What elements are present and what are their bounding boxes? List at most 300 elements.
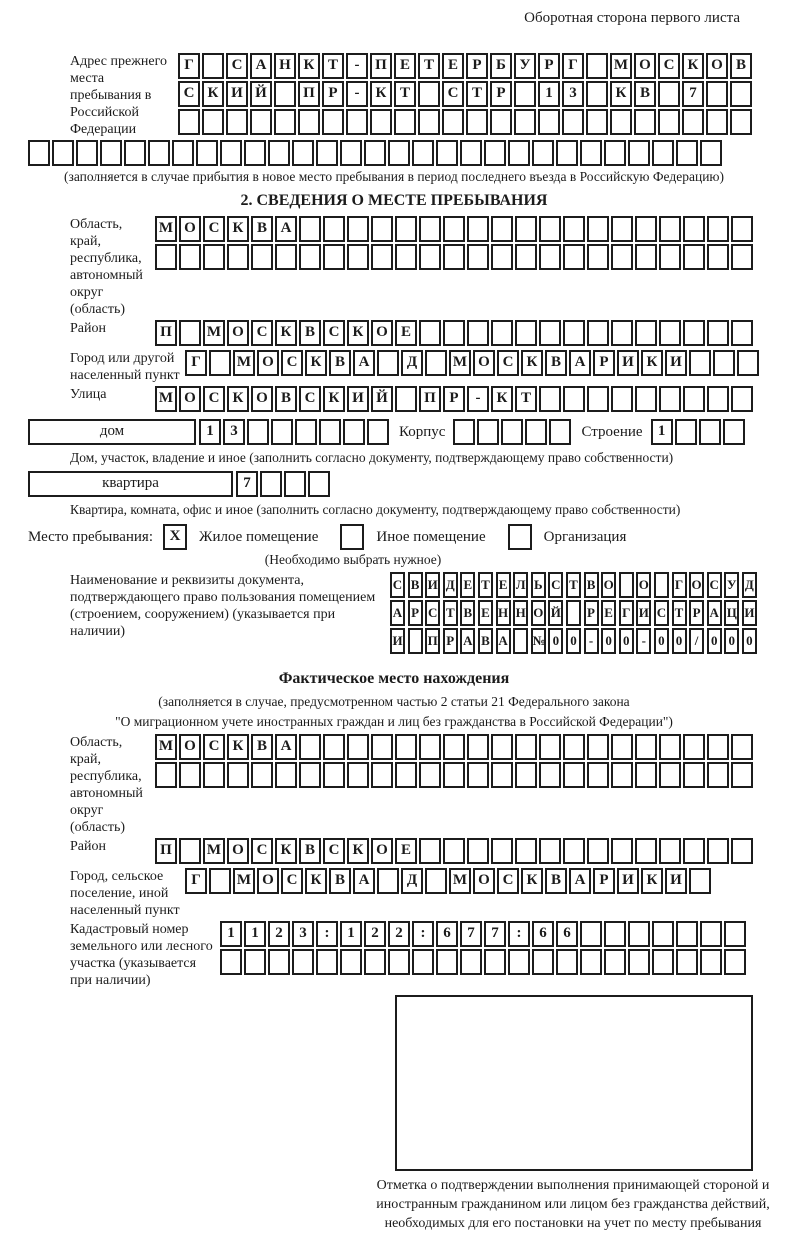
char-box: С xyxy=(299,386,321,412)
char-box xyxy=(148,140,170,166)
char-box: О xyxy=(257,350,279,376)
char-box: Т xyxy=(566,572,581,598)
char-box: О xyxy=(179,386,201,412)
char-box: В xyxy=(329,868,351,894)
char-row xyxy=(220,949,760,975)
prev-address-rows xyxy=(178,53,760,137)
char-box: К xyxy=(227,734,249,760)
char-box xyxy=(467,838,489,864)
char-box xyxy=(731,244,753,270)
stroenie-label: Строение xyxy=(581,424,643,440)
char-box xyxy=(539,320,561,346)
char-box: Р xyxy=(584,600,599,626)
char-box xyxy=(508,140,530,166)
char-box xyxy=(268,140,290,166)
char-box: О xyxy=(251,386,273,412)
char-box xyxy=(371,244,393,270)
char-box: О xyxy=(706,53,728,79)
char-box xyxy=(202,109,224,135)
char-box xyxy=(419,320,441,346)
char-row xyxy=(28,140,760,166)
char-box: Т xyxy=(443,600,458,626)
char-box xyxy=(316,949,338,975)
char-box: - xyxy=(346,53,368,79)
char-box: Р xyxy=(408,600,423,626)
char-box xyxy=(563,762,585,788)
char-box xyxy=(466,109,488,135)
char-box xyxy=(501,419,523,445)
char-row xyxy=(178,81,760,107)
char-box: Т xyxy=(418,53,440,79)
char-box: Й xyxy=(548,600,563,626)
char-box: 3 xyxy=(562,81,584,107)
char-box xyxy=(271,419,293,445)
char-box: К xyxy=(641,350,663,376)
document-label: Наименование и реквизиты документа, подтверждающего право пользования помещением (строением, сооружением) (указывается при наличии) xyxy=(70,573,376,639)
char-row xyxy=(651,419,747,445)
char-box: С xyxy=(707,572,722,598)
char-box xyxy=(683,734,705,760)
char-box xyxy=(611,762,633,788)
char-box xyxy=(604,921,626,947)
char-box xyxy=(587,386,609,412)
char-box xyxy=(395,386,417,412)
char-box xyxy=(292,140,314,166)
char-box xyxy=(260,471,282,497)
char-box xyxy=(731,838,753,864)
char-box xyxy=(563,838,585,864)
char-box: Г xyxy=(178,53,200,79)
char-box xyxy=(539,244,561,270)
char-box xyxy=(611,386,633,412)
char-box xyxy=(611,216,633,242)
char-box xyxy=(490,109,512,135)
char-box: - xyxy=(346,81,368,107)
char-box xyxy=(323,216,345,242)
char-box xyxy=(460,140,482,166)
char-box: П xyxy=(155,320,177,346)
char-box: Р xyxy=(443,628,458,654)
char-box xyxy=(683,386,705,412)
char-box xyxy=(539,216,561,242)
char-box xyxy=(652,949,674,975)
char-box: В xyxy=(251,216,273,242)
char-box: Л xyxy=(513,572,528,598)
char-box xyxy=(635,838,657,864)
char-box: В xyxy=(478,628,493,654)
char-box xyxy=(508,949,530,975)
char-box xyxy=(539,734,561,760)
document-rows xyxy=(390,572,760,656)
confirmation-mark-box xyxy=(395,995,753,1171)
char-box xyxy=(364,140,386,166)
char-box xyxy=(689,868,711,894)
char-box xyxy=(388,949,410,975)
char-box xyxy=(731,320,753,346)
mesto-label: Место пребывания: xyxy=(28,528,153,545)
char-box xyxy=(346,109,368,135)
fact-gorod-label: Город, сельское поселение, иной населенный пункт xyxy=(70,869,180,918)
char-box: И xyxy=(665,868,687,894)
char-box: 0 xyxy=(548,628,563,654)
char-box xyxy=(319,419,341,445)
char-box: У xyxy=(514,53,536,79)
char-box: Р xyxy=(538,53,560,79)
char-box xyxy=(700,949,722,975)
char-box xyxy=(52,140,74,166)
char-row xyxy=(155,244,760,270)
char-box: В xyxy=(584,572,599,598)
char-box xyxy=(724,921,746,947)
char-box: А xyxy=(569,868,591,894)
char-box xyxy=(566,600,581,626)
char-box xyxy=(659,762,681,788)
ulitsa-label: Улица xyxy=(70,387,107,402)
char-box: С xyxy=(226,53,248,79)
char-box: А xyxy=(460,628,475,654)
ulitsa-field xyxy=(28,386,760,414)
char-box xyxy=(220,140,242,166)
char-box: Г xyxy=(185,350,207,376)
char-box: 7 xyxy=(682,81,704,107)
char-box: Й xyxy=(371,386,393,412)
char-box xyxy=(676,949,698,975)
zhiloe-pomeshchenie-checkbox: X xyxy=(163,524,187,550)
char-box xyxy=(491,216,513,242)
char-box: Д xyxy=(401,868,423,894)
char-row xyxy=(390,600,760,626)
char-box xyxy=(388,140,410,166)
gorod-field xyxy=(28,350,760,384)
char-box: О xyxy=(227,320,249,346)
char-box xyxy=(377,350,399,376)
char-box xyxy=(635,386,657,412)
char-box xyxy=(274,81,296,107)
char-box xyxy=(730,81,752,107)
char-box: Т xyxy=(322,53,344,79)
char-box: О xyxy=(473,868,495,894)
char-box xyxy=(563,216,585,242)
fact-raion-rows xyxy=(155,838,760,866)
char-box: 0 xyxy=(724,628,739,654)
organizatsiya-checkbox xyxy=(508,524,532,550)
char-box xyxy=(706,81,728,107)
char-box xyxy=(340,140,362,166)
char-box xyxy=(460,949,482,975)
fact-caption-line1: (заполняется в случае, предусмотренном частью 2 статьи 21 Федерального закона xyxy=(158,694,630,709)
ulitsa-rows xyxy=(155,386,760,414)
char-box xyxy=(347,762,369,788)
char-box: К xyxy=(227,216,249,242)
char-box: И xyxy=(665,350,687,376)
char-box xyxy=(563,386,585,412)
char-box: Р xyxy=(689,600,704,626)
char-box: К xyxy=(370,81,392,107)
char-box xyxy=(635,216,657,242)
char-box xyxy=(419,216,441,242)
char-row xyxy=(390,628,760,654)
char-box xyxy=(652,921,674,947)
char-box: Д xyxy=(742,572,757,598)
char-box: К xyxy=(305,350,327,376)
char-box: Е xyxy=(395,838,417,864)
char-box xyxy=(347,244,369,270)
char-box xyxy=(491,244,513,270)
char-box xyxy=(443,320,465,346)
oblast-rows xyxy=(155,216,760,272)
char-box xyxy=(484,949,506,975)
char-row xyxy=(155,838,760,864)
char-box xyxy=(227,762,249,788)
char-box: О xyxy=(371,838,393,864)
char-box: К xyxy=(347,838,369,864)
char-box xyxy=(628,949,650,975)
char-box: 0 xyxy=(566,628,581,654)
char-box: С xyxy=(497,350,519,376)
char-box xyxy=(412,140,434,166)
char-box xyxy=(419,838,441,864)
char-box xyxy=(539,762,561,788)
page-side-note: Оборотная сторона первого листа xyxy=(524,10,740,26)
char-box xyxy=(515,216,537,242)
char-box: М xyxy=(155,216,177,242)
char-box: В xyxy=(408,572,423,598)
fact-gorod-field xyxy=(28,868,760,919)
char-box xyxy=(343,419,365,445)
char-box: И xyxy=(742,600,757,626)
char-box: Р xyxy=(593,350,615,376)
char-box: Е xyxy=(460,572,475,598)
char-box xyxy=(706,109,728,135)
char-box xyxy=(443,762,465,788)
char-box: Е xyxy=(601,600,616,626)
char-box xyxy=(539,838,561,864)
char-box xyxy=(683,320,705,346)
char-box: О xyxy=(634,53,656,79)
char-box: 3 xyxy=(223,419,245,445)
raion-field xyxy=(28,320,760,348)
char-box xyxy=(323,762,345,788)
char-box xyxy=(619,572,634,598)
char-box xyxy=(713,350,735,376)
char-box xyxy=(586,109,608,135)
char-box xyxy=(731,216,753,242)
char-box xyxy=(707,734,729,760)
char-box: С xyxy=(497,868,519,894)
char-box: В xyxy=(299,320,321,346)
fact-caption-line2: "О миграционном учете иностранных граждан и лиц без гражданства в Российской Федерации") xyxy=(115,714,673,729)
char-box: С xyxy=(203,386,225,412)
char-box: О xyxy=(371,320,393,346)
char-box xyxy=(635,244,657,270)
char-box: : xyxy=(412,921,434,947)
char-box: К xyxy=(227,386,249,412)
char-box xyxy=(515,244,537,270)
char-box: - xyxy=(467,386,489,412)
char-box xyxy=(367,419,389,445)
char-box xyxy=(491,762,513,788)
char-box xyxy=(628,921,650,947)
char-box xyxy=(707,386,729,412)
char-box xyxy=(76,140,98,166)
char-box xyxy=(604,140,626,166)
char-box: 0 xyxy=(619,628,634,654)
char-box: 2 xyxy=(268,921,290,947)
kvartira-row xyxy=(28,471,760,499)
char-box: 1 xyxy=(651,419,673,445)
char-box xyxy=(611,320,633,346)
char-box: О xyxy=(179,734,201,760)
char-box xyxy=(418,81,440,107)
char-box xyxy=(683,762,705,788)
gorod-rows xyxy=(185,350,761,378)
char-box: 0 xyxy=(672,628,687,654)
char-box: Д xyxy=(443,572,458,598)
char-box xyxy=(707,838,729,864)
char-box: С xyxy=(281,350,303,376)
char-box: 1 xyxy=(340,921,362,947)
char-box xyxy=(155,244,177,270)
char-row xyxy=(155,216,760,242)
char-box xyxy=(179,838,201,864)
kadastr-rows xyxy=(220,921,760,977)
char-box: Д xyxy=(401,350,423,376)
char-box xyxy=(675,419,697,445)
char-box xyxy=(549,419,571,445)
char-box xyxy=(611,244,633,270)
char-box: С xyxy=(654,600,669,626)
char-box xyxy=(563,734,585,760)
kvartira-caption: Квартира, комната, офис и иное (заполнить согласно документу, подтверждающему право собственности) xyxy=(70,502,681,517)
char-box xyxy=(295,419,317,445)
char-box: И xyxy=(425,572,440,598)
char-box xyxy=(658,109,680,135)
char-box: : xyxy=(508,921,530,947)
char-box: А xyxy=(496,628,511,654)
char-box: С xyxy=(251,320,273,346)
char-box xyxy=(443,216,465,242)
char-row xyxy=(185,350,761,376)
char-box: О xyxy=(531,600,546,626)
char-box: А xyxy=(275,734,297,760)
char-box: С xyxy=(548,572,563,598)
char-box: 2 xyxy=(388,921,410,947)
char-box: Г xyxy=(619,600,634,626)
char-box xyxy=(699,419,721,445)
char-box xyxy=(514,109,536,135)
char-box xyxy=(178,109,200,135)
inoe-pomeshchenie-checkbox xyxy=(340,524,364,550)
char-box xyxy=(532,949,554,975)
char-box xyxy=(700,140,722,166)
char-box: К xyxy=(275,320,297,346)
char-box: Р xyxy=(593,868,615,894)
kadastr-field xyxy=(28,921,760,989)
char-box xyxy=(196,140,218,166)
char-box xyxy=(580,140,602,166)
char-box xyxy=(587,216,609,242)
char-box xyxy=(299,734,321,760)
char-box: И xyxy=(347,386,369,412)
char-box xyxy=(299,762,321,788)
char-box xyxy=(316,140,338,166)
char-box: 6 xyxy=(532,921,554,947)
char-box xyxy=(275,244,297,270)
char-box xyxy=(395,216,417,242)
char-box: В xyxy=(634,81,656,107)
char-box xyxy=(371,734,393,760)
char-box: К xyxy=(641,868,663,894)
char-box: Р xyxy=(443,386,465,412)
char-box xyxy=(707,244,729,270)
char-box: К xyxy=(347,320,369,346)
char-box: 7 xyxy=(484,921,506,947)
char-box: Р xyxy=(490,81,512,107)
char-box: № xyxy=(531,628,546,654)
char-box: П xyxy=(419,386,441,412)
char-box: И xyxy=(617,868,639,894)
raion-rows xyxy=(155,320,760,348)
char-box xyxy=(425,350,447,376)
char-box xyxy=(274,109,296,135)
char-box xyxy=(268,949,290,975)
char-box: М xyxy=(155,734,177,760)
char-box xyxy=(412,949,434,975)
char-box xyxy=(250,109,272,135)
char-box xyxy=(586,81,608,107)
char-box: О xyxy=(636,572,651,598)
char-box xyxy=(467,244,489,270)
fact-oblast-label: Область, край, республика, автономный округ (область) xyxy=(70,735,143,835)
char-box: С xyxy=(251,838,273,864)
char-box xyxy=(179,762,201,788)
char-box xyxy=(155,762,177,788)
char-box xyxy=(247,419,269,445)
char-box xyxy=(220,949,242,975)
char-box: О xyxy=(227,838,249,864)
char-box xyxy=(731,386,753,412)
char-box: И xyxy=(636,600,651,626)
char-box: Б xyxy=(490,53,512,79)
char-box: У xyxy=(724,572,739,598)
char-box: 2 xyxy=(364,921,386,947)
fact-gorod-rows xyxy=(185,868,760,896)
char-box xyxy=(538,109,560,135)
char-box: С xyxy=(203,734,225,760)
char-box xyxy=(179,320,201,346)
char-row xyxy=(453,419,573,445)
char-box: Т xyxy=(394,81,416,107)
char-box xyxy=(635,762,657,788)
char-box xyxy=(587,244,609,270)
char-box: С xyxy=(442,81,464,107)
char-box xyxy=(659,320,681,346)
char-box: С xyxy=(658,53,680,79)
char-box: О xyxy=(473,350,495,376)
char-box xyxy=(322,109,344,135)
char-row xyxy=(220,921,760,947)
char-box xyxy=(676,140,698,166)
char-box xyxy=(371,762,393,788)
char-box xyxy=(443,244,465,270)
char-box: В xyxy=(545,868,567,894)
char-box: С xyxy=(281,868,303,894)
char-box: Е xyxy=(395,320,417,346)
char-box: 6 xyxy=(436,921,458,947)
char-box: М xyxy=(203,838,225,864)
char-box: Т xyxy=(466,81,488,107)
char-box xyxy=(443,734,465,760)
